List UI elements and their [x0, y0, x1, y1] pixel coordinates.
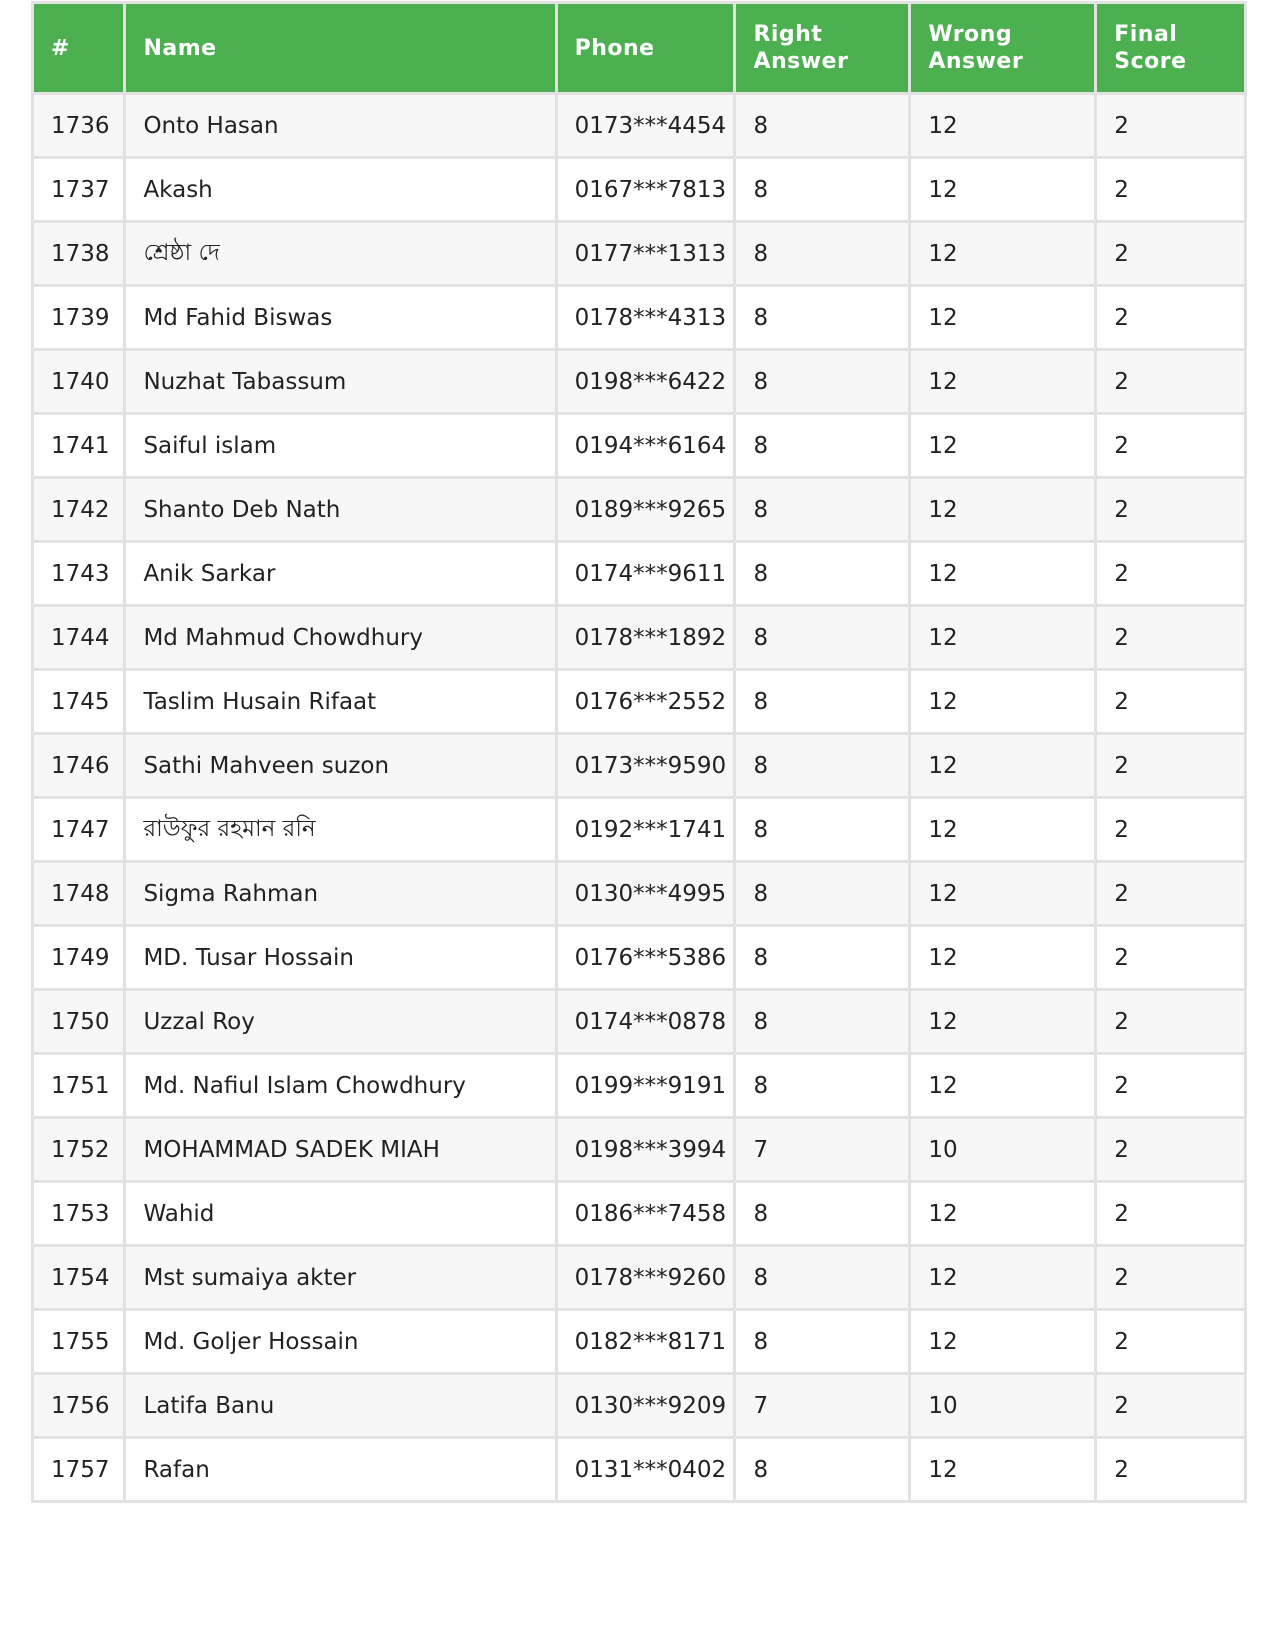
cell-phone: 0176***2552	[556, 670, 735, 734]
cell-number: 1743	[33, 542, 125, 606]
cell-final-score: 2	[1096, 798, 1246, 862]
cell-right-answer: 8	[735, 734, 910, 798]
cell-wrong-answer: 12	[910, 94, 1096, 158]
cell-number: 1740	[33, 350, 125, 414]
table-row	[33, 222, 1246, 286]
cell-phone: 0130***4995	[556, 862, 735, 926]
cell-phone: 0173***9590	[556, 734, 735, 798]
cell-final-score: 2	[1096, 734, 1246, 798]
cell-name: Shanto Deb Nath	[125, 478, 556, 542]
cell-phone: 0130***9209	[556, 1374, 735, 1438]
cell-name: Uzzal Roy	[125, 990, 556, 1054]
cell-wrong-answer: 12	[910, 158, 1096, 222]
column-header-number: #	[33, 3, 125, 94]
results-table	[31, 1, 1247, 1503]
cell-number: 1753	[33, 1182, 125, 1246]
cell-right-answer: 8	[735, 1438, 910, 1502]
table-row	[33, 1246, 1246, 1310]
cell-number: 1754	[33, 1246, 125, 1310]
cell-final-score: 2	[1096, 1310, 1246, 1374]
cell-phone: 0174***9611	[556, 542, 735, 606]
cell-right-answer: 8	[735, 1054, 910, 1118]
cell-name: MOHAMMAD SADEK MIAH	[125, 1118, 556, 1182]
cell-name: Taslim Husain Rifaat	[125, 670, 556, 734]
cell-name: Onto Hasan	[125, 94, 556, 158]
table-row	[33, 478, 1246, 542]
cell-final-score: 2	[1096, 990, 1246, 1054]
cell-right-answer: 8	[735, 1310, 910, 1374]
table-row	[33, 606, 1246, 670]
cell-right-answer: 7	[735, 1118, 910, 1182]
table-body	[33, 94, 1246, 1502]
cell-number: 1739	[33, 286, 125, 350]
cell-name: রাউফুর রহমান রনি	[125, 798, 556, 862]
cell-number: 1750	[33, 990, 125, 1054]
cell-number: 1738	[33, 222, 125, 286]
cell-final-score: 2	[1096, 94, 1246, 158]
table-row	[33, 1438, 1246, 1502]
cell-phone: 0174***0878	[556, 990, 735, 1054]
column-header-right-answer: Right Answer	[735, 3, 910, 94]
cell-final-score: 2	[1096, 606, 1246, 670]
cell-phone: 0178***4313	[556, 286, 735, 350]
table-row	[33, 1374, 1246, 1438]
table-row	[33, 798, 1246, 862]
cell-wrong-answer: 12	[910, 1310, 1096, 1374]
cell-right-answer: 8	[735, 1246, 910, 1310]
table-row	[33, 94, 1246, 158]
cell-right-answer: 8	[735, 798, 910, 862]
cell-wrong-answer: 10	[910, 1118, 1096, 1182]
cell-number: 1752	[33, 1118, 125, 1182]
cell-final-score: 2	[1096, 350, 1246, 414]
table-row	[33, 286, 1246, 350]
cell-phone: 0176***5386	[556, 926, 735, 990]
cell-final-score: 2	[1096, 414, 1246, 478]
column-header-final-score: Final Score	[1096, 3, 1246, 94]
cell-name: Latifa Banu	[125, 1374, 556, 1438]
cell-final-score: 2	[1096, 478, 1246, 542]
cell-phone: 0189***9265	[556, 478, 735, 542]
cell-final-score: 2	[1096, 1438, 1246, 1502]
cell-right-answer: 8	[735, 990, 910, 1054]
cell-number: 1741	[33, 414, 125, 478]
cell-right-answer: 8	[735, 1182, 910, 1246]
cell-wrong-answer: 12	[910, 990, 1096, 1054]
cell-wrong-answer: 12	[910, 670, 1096, 734]
cell-number: 1736	[33, 94, 125, 158]
cell-name: Md Fahid Biswas	[125, 286, 556, 350]
cell-number: 1737	[33, 158, 125, 222]
cell-right-answer: 8	[735, 542, 910, 606]
table-row	[33, 350, 1246, 414]
column-header-wrong-answer: Wrong Answer	[910, 3, 1096, 94]
table-row	[33, 862, 1246, 926]
cell-number: 1757	[33, 1438, 125, 1502]
table-row	[33, 158, 1246, 222]
column-header-name: Name	[125, 3, 556, 94]
cell-right-answer: 8	[735, 286, 910, 350]
cell-wrong-answer: 12	[910, 350, 1096, 414]
cell-wrong-answer: 12	[910, 222, 1096, 286]
cell-wrong-answer: 12	[910, 734, 1096, 798]
cell-wrong-answer: 12	[910, 798, 1096, 862]
cell-name: Md. Nafiul Islam Chowdhury	[125, 1054, 556, 1118]
cell-right-answer: 8	[735, 862, 910, 926]
cell-final-score: 2	[1096, 1246, 1246, 1310]
cell-name: Sathi Mahveen suzon	[125, 734, 556, 798]
cell-phone: 0199***9191	[556, 1054, 735, 1118]
cell-wrong-answer: 12	[910, 862, 1096, 926]
cell-wrong-answer: 12	[910, 1182, 1096, 1246]
cell-name: শ্রেষ্ঠা দে	[125, 222, 556, 286]
table-row	[33, 1182, 1246, 1246]
cell-name: MD. Tusar Hossain	[125, 926, 556, 990]
cell-name: Mst sumaiya akter	[125, 1246, 556, 1310]
cell-number: 1756	[33, 1374, 125, 1438]
table-header	[33, 3, 1246, 94]
cell-number: 1746	[33, 734, 125, 798]
cell-final-score: 2	[1096, 158, 1246, 222]
cell-final-score: 2	[1096, 1374, 1246, 1438]
cell-phone: 0131***0402	[556, 1438, 735, 1502]
cell-right-answer: 8	[735, 94, 910, 158]
cell-number: 1751	[33, 1054, 125, 1118]
cell-phone: 0177***1313	[556, 222, 735, 286]
cell-number: 1747	[33, 798, 125, 862]
cell-phone: 0194***6164	[556, 414, 735, 478]
cell-right-answer: 8	[735, 478, 910, 542]
cell-number: 1749	[33, 926, 125, 990]
cell-right-answer: 7	[735, 1374, 910, 1438]
cell-name: Saiful islam	[125, 414, 556, 478]
cell-right-answer: 8	[735, 222, 910, 286]
cell-phone: 0198***3994	[556, 1118, 735, 1182]
cell-phone: 0198***6422	[556, 350, 735, 414]
cell-name: Rafan	[125, 1438, 556, 1502]
cell-wrong-answer: 12	[910, 478, 1096, 542]
cell-name: Akash	[125, 158, 556, 222]
cell-wrong-answer: 12	[910, 414, 1096, 478]
cell-name: Md. Goljer Hossain	[125, 1310, 556, 1374]
cell-final-score: 2	[1096, 1182, 1246, 1246]
column-header-phone: Phone	[556, 3, 735, 94]
cell-phone: 0178***9260	[556, 1246, 735, 1310]
cell-name: Md Mahmud Chowdhury	[125, 606, 556, 670]
cell-number: 1744	[33, 606, 125, 670]
cell-right-answer: 8	[735, 414, 910, 478]
table-row	[33, 990, 1246, 1054]
cell-wrong-answer: 12	[910, 1246, 1096, 1310]
cell-wrong-answer: 10	[910, 1374, 1096, 1438]
table-row	[33, 1054, 1246, 1118]
cell-final-score: 2	[1096, 1054, 1246, 1118]
cell-name: Anik Sarkar	[125, 542, 556, 606]
cell-wrong-answer: 12	[910, 926, 1096, 990]
cell-name: Nuzhat Tabassum	[125, 350, 556, 414]
cell-phone: 0178***1892	[556, 606, 735, 670]
cell-number: 1745	[33, 670, 125, 734]
cell-number: 1748	[33, 862, 125, 926]
cell-final-score: 2	[1096, 862, 1246, 926]
cell-name: Wahid	[125, 1182, 556, 1246]
cell-right-answer: 8	[735, 350, 910, 414]
cell-final-score: 2	[1096, 1118, 1246, 1182]
cell-wrong-answer: 12	[910, 606, 1096, 670]
cell-wrong-answer: 12	[910, 1054, 1096, 1118]
cell-number: 1755	[33, 1310, 125, 1374]
cell-number: 1742	[33, 478, 125, 542]
cell-right-answer: 8	[735, 158, 910, 222]
cell-phone: 0167***7813	[556, 158, 735, 222]
cell-right-answer: 8	[735, 670, 910, 734]
cell-phone: 0186***7458	[556, 1182, 735, 1246]
cell-right-answer: 8	[735, 606, 910, 670]
table-row	[33, 1310, 1246, 1374]
table-row	[33, 670, 1246, 734]
cell-wrong-answer: 12	[910, 286, 1096, 350]
table-row	[33, 734, 1246, 798]
cell-final-score: 2	[1096, 542, 1246, 606]
cell-wrong-answer: 12	[910, 542, 1096, 606]
cell-final-score: 2	[1096, 670, 1246, 734]
header-row	[33, 3, 1246, 94]
table-row	[33, 414, 1246, 478]
cell-final-score: 2	[1096, 222, 1246, 286]
cell-name: Sigma Rahman	[125, 862, 556, 926]
cell-final-score: 2	[1096, 286, 1246, 350]
table-row	[33, 542, 1246, 606]
cell-phone: 0173***4454	[556, 94, 735, 158]
table-row	[33, 926, 1246, 990]
table-row	[33, 1118, 1246, 1182]
cell-right-answer: 8	[735, 926, 910, 990]
cell-final-score: 2	[1096, 926, 1246, 990]
cell-wrong-answer: 12	[910, 1438, 1096, 1502]
cell-phone: 0182***8171	[556, 1310, 735, 1374]
cell-phone: 0192***1741	[556, 798, 735, 862]
